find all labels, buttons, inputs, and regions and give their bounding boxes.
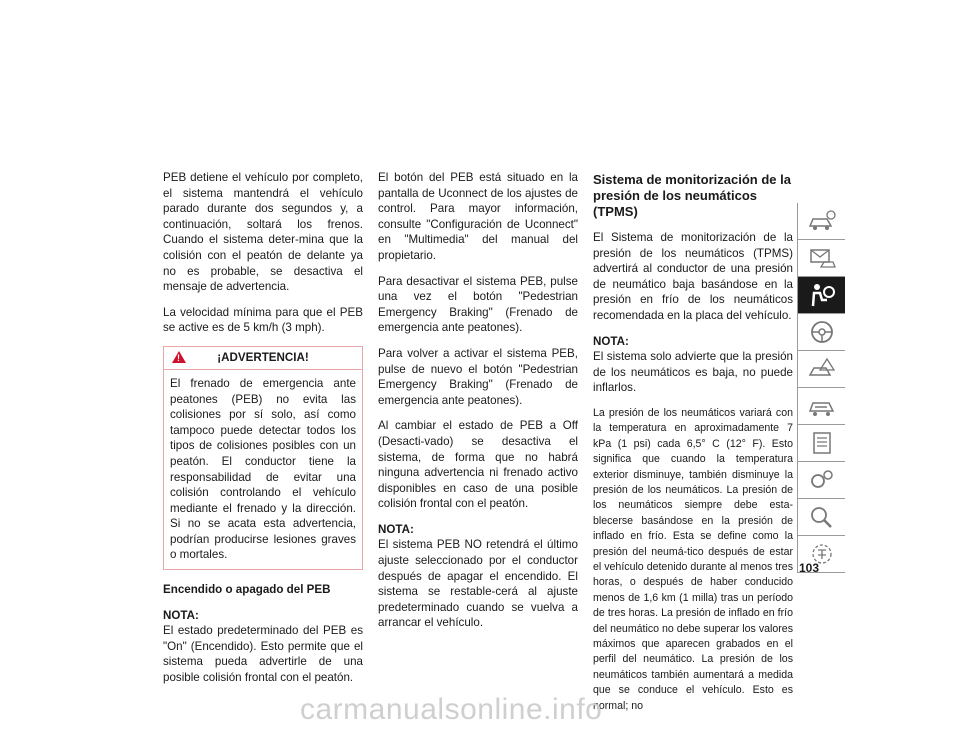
- checklist-icon: [807, 430, 837, 456]
- steering-wheel-icon: [807, 319, 837, 345]
- note-text: El sistema PEB NO retendrá el último ajuste seleccionado por el conductor después de apagar el encendido. El sistema se restable-cerá al ajuste predeterminado cuando se vuelva a arrancar el vehículo.: [378, 538, 578, 630]
- paragraph: El botón del PEB está situado en la pantalla de Uconnect de los ajustes de control. Para mayor información, consulte "Configuración de Uconnect" en "Multimedia" del manual del propietario.: [378, 171, 578, 262]
- warning-text: El frenado de emergencia ante peatones (PEB) no evita las colisiones por sí solo, así como tampoco puede detectar todos los tipos de colisiones posibles con un peatón. El conductor tiene la responsabilidad de evitar una colisión controlando el vehículo mediante el frenado y la dirección. Si no se acata esta advertencia, podrían producirse lesiones graves o mortales.: [170, 376, 356, 562]
- paragraph: Para volver a activar el sistema PEB, pulse de nuevo el botón "Pedestrian Emergency Braking" (Frenado de emergencia ante peatones).: [378, 346, 578, 407]
- tab-safety[interactable]: [797, 277, 845, 314]
- column-middle: [378, 170, 578, 641]
- car-service-icon: [807, 393, 837, 419]
- column-left: [163, 170, 363, 696]
- note-label: NOTA:: [163, 608, 199, 622]
- paragraph: La presión de los neumáticos variará con la temperatura en aproximadamente 7 kPa (1 psi) cada 6,5° C (12° F). Esto significa que cuando la temperatura exterior disminuye, también disminuye la presión de los neumáticos. La presión de los neumáticos siempre debe esta-blecerse basándose en la presión de inflado en frío. Esta se define como la presión del neumá-tico después de estar el vehículo detenido durante al menos tres horas, o después de haber conducido menos de 1,6 km (1 milla) tras un período de tres horas. La presión de inflado en frío del neumático no debe superar los valores máximos que aparecen grabados en el perfil del neumático. La presión de los neumáticos también aumentará a medida que se conduce el vehículo. Esto es normal; no: [593, 406, 793, 712]
- tab-specifications[interactable]: [797, 425, 845, 462]
- car-warning-icon: [807, 356, 837, 382]
- note-text: El sistema solo advierte que la presión de los neumáticos es baja, no puede inflarlos.: [593, 350, 793, 395]
- column-right: [593, 172, 793, 724]
- page-number: 103: [799, 561, 820, 575]
- warning-box: [163, 346, 363, 570]
- paragraph: El Sistema de monitorización de la presión de los neumáticos (TPMS) advertirá al conductor de una presión de neumático baja basándose en la presión en frío de los neumáticos recomendada en la placa del vehículo.: [593, 231, 793, 322]
- magnifier-icon: [807, 504, 837, 530]
- gears-icon: [807, 467, 837, 493]
- tab-service[interactable]: [797, 388, 845, 425]
- tab-vehicle-info[interactable]: [797, 203, 845, 240]
- tab-multimedia[interactable]: [797, 462, 845, 499]
- watermark: carmanualsonline.info: [300, 693, 603, 726]
- paragraph: Al cambiar el estado de PEB a Off (Desacti-vado) se desactiva el sistema, de forma que no habrá ninguna advertencia ni frenado activo disponibles en caso de una posible colisión frontal con el peatón.: [378, 419, 578, 511]
- paragraph: La velocidad mínima para que el PEB se active es de 5 km/h (3 mph).: [163, 305, 363, 335]
- tab-mail[interactable]: [797, 240, 845, 277]
- chapter-tabs: [797, 203, 845, 573]
- car-info-icon: [807, 208, 837, 234]
- paragraph: Para desactivar el sistema PEB, pulse una vez el botón "Pedestrian Emergency Braking" (Frenado de emergencia ante peatones).: [378, 274, 578, 335]
- warning-title: ¡ADVERTENCIA!: [217, 350, 309, 364]
- warning-header: [164, 347, 362, 370]
- section-heading: Sistema de monitorización de la presión de los neumáticos (TPMS): [593, 172, 791, 219]
- airbag-seat-icon: [807, 282, 837, 308]
- tab-driving[interactable]: [797, 314, 845, 351]
- paragraph: PEB detiene el vehículo por completo, el sistema mantendrá el vehículo parado durante dos segundos y, a continuación, soltará los frenos. Cuando el sistema deter-mina que la colisión con el peatón de delante ya no es probable, se desactiva el mensaje de advertencia.: [163, 171, 363, 294]
- note-label: NOTA:: [593, 334, 629, 348]
- section-subheading: Encendido o apagado del PEB: [163, 583, 331, 597]
- note-text: El estado predeterminado del PEB es "On" (Encendido). Esto permite que el sistema pueda advertirle de una posible colisión frontal con el peatón.: [163, 624, 363, 685]
- warning-triangle-icon: !: [172, 351, 186, 363]
- tab-search[interactable]: [797, 499, 845, 536]
- mail-car-icon: [807, 245, 837, 271]
- tab-emergency[interactable]: [797, 351, 845, 388]
- note-label: NOTA:: [378, 522, 414, 536]
